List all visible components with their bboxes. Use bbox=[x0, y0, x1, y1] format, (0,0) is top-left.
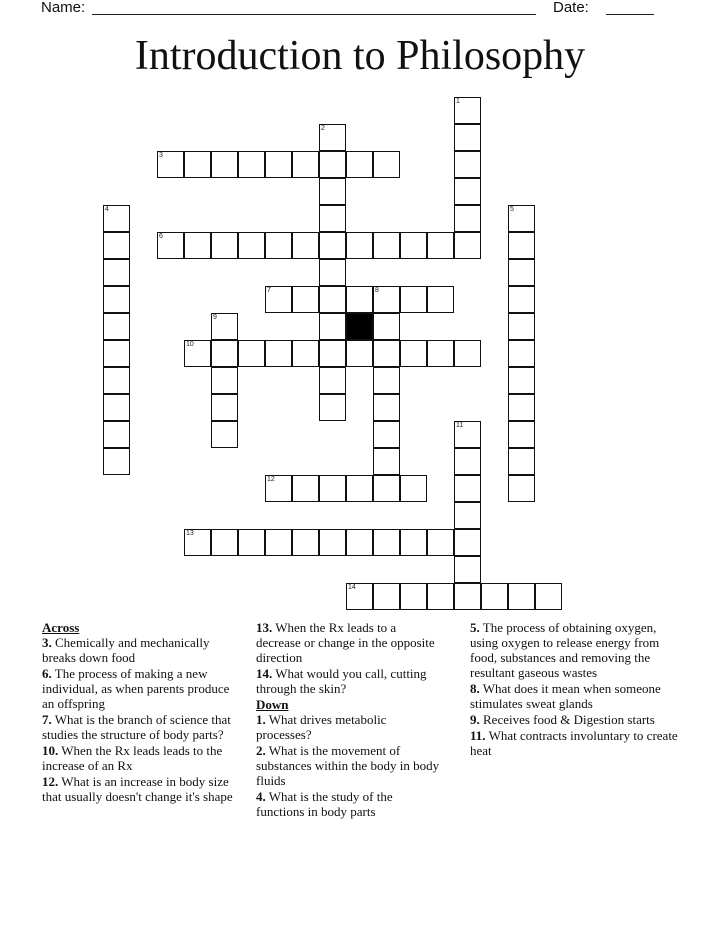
clue-start-number: 1 bbox=[456, 98, 460, 105]
clue-start-number: 12 bbox=[267, 476, 275, 483]
grid-cell[interactable] bbox=[373, 313, 400, 340]
grid-cell[interactable] bbox=[238, 529, 265, 556]
grid-cell[interactable] bbox=[454, 421, 481, 448]
grid-cell[interactable] bbox=[238, 232, 265, 259]
grid-cell[interactable] bbox=[319, 367, 346, 394]
grid-cell[interactable] bbox=[373, 529, 400, 556]
grid-cell[interactable] bbox=[211, 313, 238, 340]
clue-start-number: 6 bbox=[159, 233, 163, 240]
grid-cell[interactable] bbox=[508, 232, 535, 259]
clue-number: 6. bbox=[42, 666, 52, 681]
clue-text: What would you call, cutting through the skin? bbox=[256, 666, 427, 696]
clue-across-3 bbox=[42, 635, 242, 665]
clue-across-14 bbox=[256, 666, 441, 696]
grid-cell[interactable] bbox=[319, 475, 346, 502]
grid-cell[interactable] bbox=[103, 448, 130, 475]
grid-cell[interactable] bbox=[427, 583, 454, 610]
clue-number: 12. bbox=[42, 774, 59, 789]
grid-cell[interactable] bbox=[508, 394, 535, 421]
grid-cell[interactable] bbox=[211, 367, 238, 394]
grid-cell[interactable] bbox=[319, 178, 346, 205]
grid-cell[interactable] bbox=[103, 340, 130, 367]
clue-text: What is an increase in body size that usually doesn't change it's shape bbox=[42, 774, 233, 804]
grid-cell[interactable] bbox=[184, 232, 211, 259]
grid-cell[interactable] bbox=[319, 313, 346, 340]
grid-cell[interactable] bbox=[373, 583, 400, 610]
grid-cell[interactable] bbox=[319, 529, 346, 556]
grid-cell[interactable] bbox=[319, 286, 346, 313]
grid-cell[interactable] bbox=[346, 529, 373, 556]
clue-number: 13. bbox=[256, 620, 273, 635]
clue-start-number: 4 bbox=[105, 206, 109, 213]
grid-cell[interactable] bbox=[292, 286, 319, 313]
grid-cell[interactable] bbox=[400, 286, 427, 313]
grid-cell[interactable] bbox=[265, 529, 292, 556]
clue-number: 4. bbox=[256, 789, 266, 804]
clue-text: The process of making a new individual, as when parents produce an offspring bbox=[42, 666, 230, 711]
clue-across-6 bbox=[42, 666, 242, 711]
grid-cell[interactable] bbox=[265, 286, 292, 313]
black-square bbox=[346, 313, 373, 340]
clue-down-8 bbox=[470, 681, 680, 711]
mixed-column-2 bbox=[256, 620, 441, 820]
clue-number: 8. bbox=[470, 681, 480, 696]
clue-number: 9. bbox=[470, 712, 480, 727]
grid-cell[interactable] bbox=[184, 340, 211, 367]
clue-down-2 bbox=[256, 743, 441, 788]
grid-cell[interactable] bbox=[400, 529, 427, 556]
clue-start-number: 9 bbox=[213, 314, 217, 321]
clue-number: 5. bbox=[470, 620, 480, 635]
clue-number: 7. bbox=[42, 712, 52, 727]
clue-text: What is the study of the functions in body parts bbox=[256, 789, 393, 819]
clue-start-number: 7 bbox=[267, 287, 271, 294]
grid-cell[interactable] bbox=[211, 151, 238, 178]
grid-cell[interactable] bbox=[427, 529, 454, 556]
grid-cell[interactable] bbox=[211, 232, 238, 259]
grid-cell[interactable] bbox=[319, 259, 346, 286]
grid-cell[interactable] bbox=[319, 340, 346, 367]
grid-cell[interactable] bbox=[103, 259, 130, 286]
grid-cell[interactable] bbox=[373, 340, 400, 367]
grid-cell[interactable] bbox=[454, 475, 481, 502]
grid-cell[interactable] bbox=[319, 124, 346, 151]
grid-cell[interactable] bbox=[454, 124, 481, 151]
grid-cell[interactable] bbox=[292, 340, 319, 367]
clue-start-number: 2 bbox=[321, 125, 325, 132]
across-column-1 bbox=[42, 620, 242, 805]
grid-cell[interactable] bbox=[481, 583, 508, 610]
grid-cell[interactable] bbox=[427, 232, 454, 259]
grid-cell[interactable] bbox=[319, 151, 346, 178]
grid-cell[interactable] bbox=[454, 556, 481, 583]
grid-cell[interactable] bbox=[508, 259, 535, 286]
grid-cell[interactable] bbox=[373, 286, 400, 313]
grid-cell[interactable] bbox=[454, 340, 481, 367]
clue-down-9 bbox=[470, 712, 680, 727]
grid-cell[interactable] bbox=[373, 367, 400, 394]
clue-number: 10. bbox=[42, 743, 59, 758]
clue-text: Chemically and mechanically breaks down food bbox=[42, 635, 210, 665]
grid-cell[interactable] bbox=[373, 448, 400, 475]
grid-cell[interactable] bbox=[292, 475, 319, 502]
grid-cell[interactable] bbox=[454, 529, 481, 556]
grid-cell[interactable] bbox=[535, 583, 562, 610]
grid-cell[interactable] bbox=[427, 286, 454, 313]
grid-cell[interactable] bbox=[373, 151, 400, 178]
grid-cell[interactable] bbox=[508, 448, 535, 475]
grid-cell[interactable] bbox=[454, 583, 481, 610]
grid-cell[interactable] bbox=[211, 529, 238, 556]
grid-cell[interactable] bbox=[103, 286, 130, 313]
clue-start-number: 13 bbox=[186, 530, 194, 537]
grid-cell[interactable] bbox=[400, 340, 427, 367]
down-column-3 bbox=[470, 620, 680, 759]
grid-cell[interactable] bbox=[265, 475, 292, 502]
clue-start-number: 14 bbox=[348, 584, 356, 591]
grid-cell[interactable] bbox=[346, 340, 373, 367]
grid-cell[interactable] bbox=[508, 205, 535, 232]
grid-cell[interactable] bbox=[103, 205, 130, 232]
grid-cell[interactable] bbox=[184, 151, 211, 178]
grid-cell[interactable] bbox=[346, 151, 373, 178]
grid-cell[interactable] bbox=[346, 475, 373, 502]
grid-cell[interactable] bbox=[508, 367, 535, 394]
clue-down-11 bbox=[470, 728, 680, 758]
clue-text: What is the movement of substances within the body in body fluids bbox=[256, 743, 440, 788]
grid-cell[interactable] bbox=[211, 394, 238, 421]
clue-text: Receives food & Digestion starts bbox=[483, 712, 655, 727]
grid-cell[interactable] bbox=[427, 340, 454, 367]
grid-cell[interactable] bbox=[454, 205, 481, 232]
grid-cell[interactable] bbox=[508, 421, 535, 448]
clue-across-13 bbox=[256, 620, 441, 665]
grid-cell[interactable] bbox=[103, 313, 130, 340]
grid-cell[interactable] bbox=[319, 394, 346, 421]
clue-down-5 bbox=[470, 620, 680, 680]
grid-cell[interactable] bbox=[319, 205, 346, 232]
grid-cell[interactable] bbox=[400, 583, 427, 610]
clue-start-number: 3 bbox=[159, 152, 163, 159]
clue-start-number: 5 bbox=[510, 206, 514, 213]
grid-cell[interactable] bbox=[265, 232, 292, 259]
grid-cell[interactable] bbox=[508, 340, 535, 367]
clue-across-10 bbox=[42, 743, 242, 773]
grid-cell[interactable] bbox=[103, 367, 130, 394]
grid-cell[interactable] bbox=[400, 475, 427, 502]
grid-cell[interactable] bbox=[346, 232, 373, 259]
clue-text: What drives metabolic processes? bbox=[256, 712, 387, 742]
clue-down-1 bbox=[256, 712, 441, 742]
grid-cell[interactable] bbox=[346, 583, 373, 610]
date-label: Date: bbox=[553, 0, 589, 16]
grid-cell[interactable] bbox=[292, 529, 319, 556]
clue-text: When the Rx leads to a decrease or change in the opposite direction bbox=[256, 620, 435, 665]
grid-cell[interactable] bbox=[454, 502, 481, 529]
grid-cell[interactable] bbox=[103, 421, 130, 448]
clue-across-7 bbox=[42, 712, 242, 742]
clue-number: 3. bbox=[42, 635, 52, 650]
grid-cell[interactable] bbox=[103, 394, 130, 421]
clue-start-number: 11 bbox=[456, 422, 464, 429]
clue-number: 1. bbox=[256, 712, 266, 727]
clue-text: What contracts involuntary to create heat bbox=[470, 728, 678, 758]
clue-start-number: 10 bbox=[186, 341, 194, 348]
grid-cell[interactable] bbox=[454, 97, 481, 124]
across-heading: Across bbox=[42, 620, 80, 635]
clue-text: When the Rx leads leads to the increase of an Rx bbox=[42, 743, 223, 773]
grid-cell[interactable] bbox=[292, 151, 319, 178]
grid-cell[interactable] bbox=[373, 475, 400, 502]
grid-cell[interactable] bbox=[265, 151, 292, 178]
grid-cell[interactable] bbox=[508, 313, 535, 340]
name-label: Name: bbox=[41, 0, 86, 16]
grid-cell[interactable] bbox=[265, 340, 292, 367]
grid-cell[interactable] bbox=[319, 232, 346, 259]
grid-cell[interactable] bbox=[454, 448, 481, 475]
grid-cell[interactable] bbox=[184, 529, 211, 556]
grid-cell[interactable] bbox=[373, 394, 400, 421]
clue-number: 2. bbox=[256, 743, 266, 758]
clue-number: 14. bbox=[256, 666, 273, 681]
down-heading: Down bbox=[256, 697, 289, 712]
clue-text: What does it mean when someone stimulates sweat glands bbox=[470, 681, 661, 711]
clue-text: The process of obtaining oxygen, using oxygen to release energy from food, substances and removing the resultant gaseous wastes bbox=[470, 620, 660, 680]
grid-cell[interactable] bbox=[157, 151, 184, 178]
grid-cell[interactable] bbox=[211, 340, 238, 367]
grid-cell[interactable] bbox=[211, 421, 238, 448]
clue-text: What is the branch of science that studies the structure of body parts? bbox=[42, 712, 231, 742]
clue-down-4 bbox=[256, 789, 441, 819]
page-title: Introduction to Philosophy bbox=[134, 33, 586, 79]
clue-number: 11. bbox=[470, 728, 486, 743]
clue-start-number: 8 bbox=[375, 287, 379, 294]
grid-cell[interactable] bbox=[454, 151, 481, 178]
grid-cell[interactable] bbox=[508, 475, 535, 502]
grid-cell[interactable] bbox=[292, 232, 319, 259]
grid-cell[interactable] bbox=[157, 232, 184, 259]
grid-cell[interactable] bbox=[103, 232, 130, 259]
grid-cell[interactable] bbox=[238, 340, 265, 367]
grid-cell[interactable] bbox=[400, 232, 427, 259]
grid-cell[interactable] bbox=[454, 178, 481, 205]
grid-cell[interactable] bbox=[373, 421, 400, 448]
grid-cell[interactable] bbox=[454, 232, 481, 259]
grid-cell[interactable] bbox=[373, 232, 400, 259]
grid-cell[interactable] bbox=[508, 286, 535, 313]
grid-cell[interactable] bbox=[238, 151, 265, 178]
clue-across-12 bbox=[42, 774, 242, 804]
grid-cell[interactable] bbox=[508, 583, 535, 610]
grid-cell[interactable] bbox=[346, 286, 373, 313]
